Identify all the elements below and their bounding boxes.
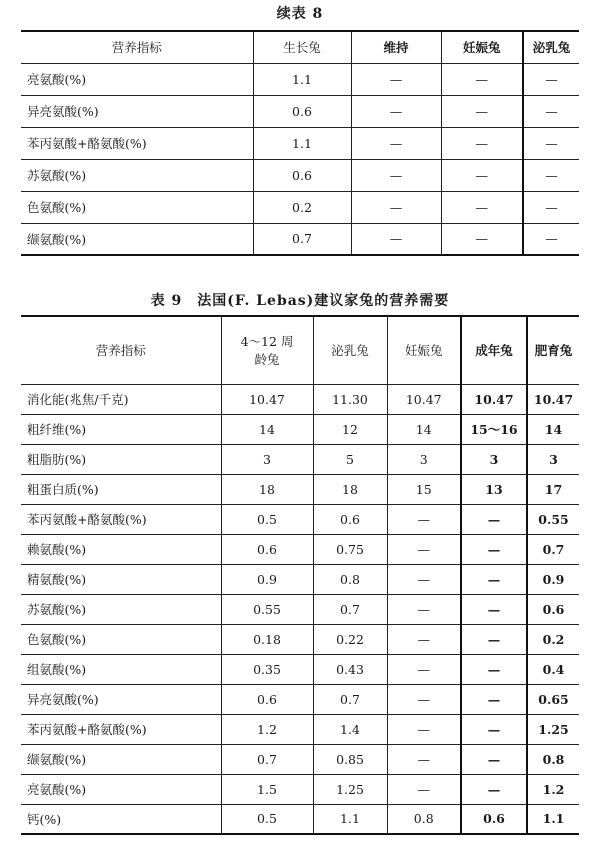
table9-header-young-line1: 4～12 周 xyxy=(240,334,294,350)
table9-cell-lactating: 0.43 xyxy=(313,654,387,684)
table9-row xyxy=(21,504,579,534)
table9-cell-fattening: 17 xyxy=(527,474,579,504)
table8-cell-indicator: 缬氨酸(%) xyxy=(21,223,253,255)
table9-cell-lactating: 5 xyxy=(313,444,387,474)
table9-cell-lactating: 0.85 xyxy=(313,744,387,774)
table9-cell-young: 0.55 xyxy=(221,594,313,624)
table9-cell-adult: — xyxy=(461,714,527,744)
table9-cell-indicator: 粗蛋白质(%) xyxy=(21,474,221,504)
table9-row xyxy=(21,654,579,684)
table8-header-row xyxy=(21,31,579,63)
table9-cell-fattening: 1.25 xyxy=(527,714,579,744)
table9-cell-lactating: 12 xyxy=(313,414,387,444)
table9-cell-fattening: 3 xyxy=(527,444,579,474)
table8-row xyxy=(21,223,579,255)
table9-row xyxy=(21,564,579,594)
table9-cell-lactating: 11.30 xyxy=(313,384,387,414)
table9-cell-lactating: 0.22 xyxy=(313,624,387,654)
table9-cell-pregnant: — xyxy=(387,624,461,654)
table9-cell-adult: — xyxy=(461,654,527,684)
table9-cell-pregnant: — xyxy=(387,504,461,534)
table9-cell-adult: — xyxy=(461,684,527,714)
table9-cell-adult: 13 xyxy=(461,474,527,504)
table9-cell-lactating: 0.7 xyxy=(313,684,387,714)
table9-cell-young: 3 xyxy=(221,444,313,474)
table9-cell-indicator: 苯丙氨酸+酪氨酸(%) xyxy=(21,714,221,744)
table9-cell-fattening: 0.6 xyxy=(527,594,579,624)
table9-cell-adult: 10.47 xyxy=(461,384,527,414)
table9-cell-fattening: 0.4 xyxy=(527,654,579,684)
table9-cell-lactating: 18 xyxy=(313,474,387,504)
table8-cell-maintenance: — xyxy=(351,223,441,255)
table8-cell-lactating: — xyxy=(523,63,579,95)
table9-cell-pregnant: — xyxy=(387,564,461,594)
table9-cell-lactating: 1.1 xyxy=(313,804,387,834)
table9-cell-indicator: 组氨酸(%) xyxy=(21,654,221,684)
table9-cell-young: 10.47 xyxy=(221,384,313,414)
table9-cell-fattening: 0.9 xyxy=(527,564,579,594)
table9-cell-pregnant: 10.47 xyxy=(387,384,461,414)
table8-cell-lactating: — xyxy=(523,223,579,255)
table9-cell-fattening: 0.2 xyxy=(527,624,579,654)
table8-cell-pregnant: — xyxy=(441,127,523,159)
table9-cell-fattening: 0.7 xyxy=(527,534,579,564)
table9-cell-young: 1.5 xyxy=(221,774,313,804)
table9-cell-indicator: 异亮氨酸(%) xyxy=(21,684,221,714)
table8-cell-lactating: — xyxy=(523,159,579,191)
table9-cell-young: 0.5 xyxy=(221,804,313,834)
table9-row xyxy=(21,684,579,714)
table9-cell-pregnant: — xyxy=(387,654,461,684)
table9-cell-pregnant: — xyxy=(387,714,461,744)
table9-cell-indicator: 消化能(兆焦/千克) xyxy=(21,384,221,414)
table9-row xyxy=(21,624,579,654)
table9-cell-pregnant: — xyxy=(387,534,461,564)
table9-cell-lactating: 0.75 xyxy=(313,534,387,564)
table9-header-young-line2: 龄兔 xyxy=(254,352,280,368)
table9-cell-lactating: 0.7 xyxy=(313,594,387,624)
table8-cell-maintenance: — xyxy=(351,159,441,191)
table9-cell-fattening: 14 xyxy=(527,414,579,444)
table8-cell-pregnant: — xyxy=(441,95,523,127)
table9-cell-indicator: 精氨酸(%) xyxy=(21,564,221,594)
table8-cell-indicator: 亮氨酸(%) xyxy=(21,63,253,95)
table9-cell-fattening: 1.1 xyxy=(527,804,579,834)
table8-cell-pregnant: — xyxy=(441,191,523,223)
table9-row xyxy=(21,594,579,624)
table9-cell-pregnant: — xyxy=(387,594,461,624)
table9-header-row xyxy=(21,316,579,384)
table9-cell-fattening: 0.65 xyxy=(527,684,579,714)
table9-header-indicator: 营养指标 xyxy=(21,316,221,384)
table8-cell-growing: 0.6 xyxy=(253,159,351,191)
table8-row xyxy=(21,127,579,159)
table8-cell-lactating: — xyxy=(523,95,579,127)
table8-cell-pregnant: — xyxy=(441,159,523,191)
table9-header-adult: 成年兔 xyxy=(461,316,527,384)
table9-row xyxy=(21,474,579,504)
table8-cell-maintenance: — xyxy=(351,63,441,95)
table9-cell-indicator: 缬氨酸(%) xyxy=(21,744,221,774)
table9-cell-pregnant: 3 xyxy=(387,444,461,474)
table8-row xyxy=(21,159,579,191)
table9-cell-indicator: 粗脂肪(%) xyxy=(21,444,221,474)
table9-cell-young: 1.2 xyxy=(221,714,313,744)
table9-header-fattening: 肥育兔 xyxy=(527,316,579,384)
table9-cell-young: 0.7 xyxy=(221,744,313,774)
table9-cell-pregnant: — xyxy=(387,684,461,714)
table9-cell-young: 0.6 xyxy=(221,684,313,714)
table9-cell-young: 0.35 xyxy=(221,654,313,684)
table9-row xyxy=(21,714,579,744)
table9-cell-fattening: 0.55 xyxy=(527,504,579,534)
table9-cell-indicator: 亮氨酸(%) xyxy=(21,774,221,804)
table9-cell-pregnant: 14 xyxy=(387,414,461,444)
table9-header-young xyxy=(221,316,313,384)
table8-header-pregnant: 妊娠兔 xyxy=(441,31,523,63)
table9-cell-fattening: 10.47 xyxy=(527,384,579,414)
table8-header-maintenance: 维持 xyxy=(351,31,441,63)
table8-header-lactating: 泌乳兔 xyxy=(523,31,579,63)
table8-cell-growing: 0.2 xyxy=(253,191,351,223)
table9 xyxy=(21,315,579,835)
table9-cell-adult: 0.6 xyxy=(461,804,527,834)
table8-row xyxy=(21,191,579,223)
table9-cell-lactating: 0.6 xyxy=(313,504,387,534)
table9-cell-adult: — xyxy=(461,624,527,654)
table9-cell-indicator: 钙(%) xyxy=(21,804,221,834)
table9-cell-adult: — xyxy=(461,534,527,564)
table9-cell-pregnant: 0.8 xyxy=(387,804,461,834)
table9-cell-young: 0.6 xyxy=(221,534,313,564)
table9-cell-pregnant: — xyxy=(387,744,461,774)
table8-cell-indicator: 苯丙氨酸+酪氨酸(%) xyxy=(21,127,253,159)
table8-cell-lactating: — xyxy=(523,127,579,159)
table8-row xyxy=(21,95,579,127)
table8-cell-growing: 1.1 xyxy=(253,63,351,95)
table9-cell-young: 14 xyxy=(221,414,313,444)
table9-cell-fattening: 0.8 xyxy=(527,744,579,774)
table9-header-lactating: 泌乳兔 xyxy=(313,316,387,384)
table8-cell-maintenance: — xyxy=(351,127,441,159)
table9-cell-pregnant: — xyxy=(387,774,461,804)
table8 xyxy=(21,30,579,256)
table9-cell-indicator: 苏氨酸(%) xyxy=(21,594,221,624)
table8-row xyxy=(21,63,579,95)
table8-cell-pregnant: — xyxy=(441,63,523,95)
table9-cell-indicator: 苯丙氨酸+酪氨酸(%) xyxy=(21,504,221,534)
table9-row xyxy=(21,414,579,444)
table8-cell-indicator: 苏氨酸(%) xyxy=(21,159,253,191)
table9-cell-young: 0.9 xyxy=(221,564,313,594)
table8-cell-maintenance: — xyxy=(351,191,441,223)
table9-row xyxy=(21,744,579,774)
table8-header-indicator: 营养指标 xyxy=(21,31,253,63)
table8-cell-growing: 0.6 xyxy=(253,95,351,127)
table9-cell-adult: — xyxy=(461,594,527,624)
table8-header-growing: 生长兔 xyxy=(253,31,351,63)
table8-cell-growing: 1.1 xyxy=(253,127,351,159)
table9-cell-indicator: 赖氨酸(%) xyxy=(21,534,221,564)
table9-header-pregnant: 妊娠兔 xyxy=(387,316,461,384)
table9-cell-young: 0.5 xyxy=(221,504,313,534)
table9-row xyxy=(21,534,579,564)
table9-cell-young: 18 xyxy=(221,474,313,504)
table9-cell-lactating: 0.8 xyxy=(313,564,387,594)
table8-cell-indicator: 异亮氨酸(%) xyxy=(21,95,253,127)
table9-cell-indicator: 粗纤维(%) xyxy=(21,414,221,444)
table8-cell-lactating: — xyxy=(523,191,579,223)
table9-cell-lactating: 1.4 xyxy=(313,714,387,744)
table9-cell-adult: 3 xyxy=(461,444,527,474)
table9-row xyxy=(21,384,579,414)
table9-cell-lactating: 1.25 xyxy=(313,774,387,804)
table9-cell-young: 0.18 xyxy=(221,624,313,654)
table8-cell-growing: 0.7 xyxy=(253,223,351,255)
table9-row xyxy=(21,804,579,834)
table9-cell-adult: — xyxy=(461,774,527,804)
table9-cell-adult: — xyxy=(461,564,527,594)
table9-cell-fattening: 1.2 xyxy=(527,774,579,804)
table9-cell-adult: — xyxy=(461,744,527,774)
table9-row xyxy=(21,444,579,474)
table8-caption: 续表 8 xyxy=(276,6,324,22)
table9-caption: 表 9 法国(F. Lebas)建议家兔的营养需要 xyxy=(150,293,450,309)
table9-cell-adult: — xyxy=(461,504,527,534)
table9-cell-indicator: 色氨酸(%) xyxy=(21,624,221,654)
table8-cell-maintenance: — xyxy=(351,95,441,127)
table9-row xyxy=(21,774,579,804)
table8-cell-pregnant: — xyxy=(441,223,523,255)
table8-cell-indicator: 色氨酸(%) xyxy=(21,191,253,223)
table9-cell-adult: 15～16 xyxy=(461,414,527,444)
table9-cell-pregnant: 15 xyxy=(387,474,461,504)
